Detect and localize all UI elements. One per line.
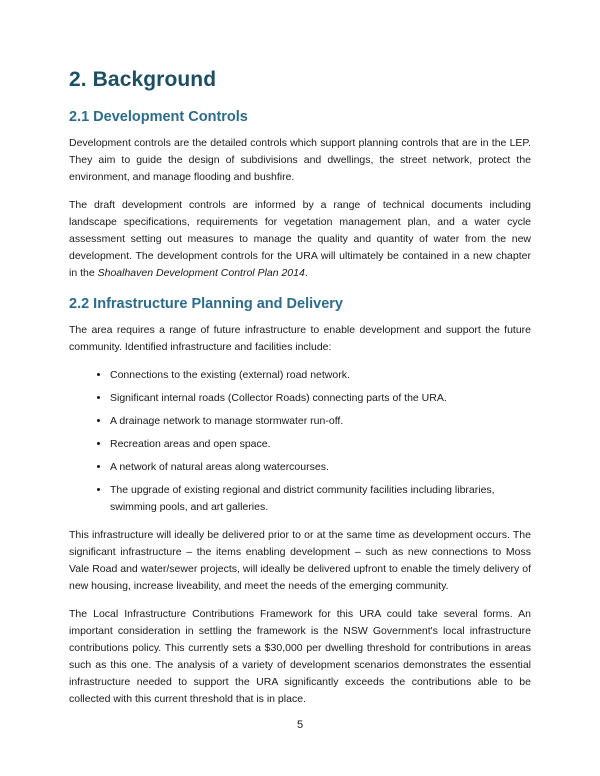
paragraph-infrastructure-delivery: This infrastructure will ideally be delivered prior to or at the same time as development occurs. The significant infrastructure – the items enabling development – such as new connections to Moss Vale Road and water/sewer projects, will ideally be delivered upfront to enable the timely delivery of new housing, increase liveability, and meet the needs of the emerging community. — [69, 529, 531, 592]
page-content — [69, 66, 531, 719]
page-number: 5 — [296, 719, 304, 731]
chapter-title: 2. Background — [69, 68, 217, 91]
paragraph-contributions-framework: The Local Infrastructure Contributions Framework for this URA could take several forms. An important consideration in settling the framework is the NSW Government's local infrastructure contributions policy. This currently sets a $30,000 per dwelling threshold for contributions in areas such as this one. The analysis of a variety of development scenarios demonstrates the essential infrastructure needed to support the URA significantly exceeds the contributions able to be collected with this current threshold that is in place. — [69, 608, 531, 705]
list-item: • Connections to the existing (external) road network. — [110, 367, 531, 384]
list-item: • A drainage network to manage stormwater run-off. — [110, 413, 531, 430]
list-item: • Recreation areas and open space. — [110, 436, 531, 453]
paragraph-development-controls-1: Development controls are the detailed controls which support planning controls that are in the LEP. They aim to guide the design of subdivisions and dwellings, the street network, protect the environment, and manage flooding and bushfire. — [69, 137, 531, 183]
paragraph-text: . — [304, 267, 308, 279]
list-item: • The upgrade of existing regional and district community facilities including libraries, swimming pools, and art galleries. — [110, 482, 531, 516]
list-item: • Significant internal roads (Collector Roads) connecting parts of the URA. — [110, 390, 531, 407]
italic-plan-title: Shoalhaven Development Control Plan 2014 — [97, 267, 305, 279]
section-heading-development-controls: 2.1 Development Controls — [69, 109, 248, 125]
section-heading-infrastructure-planning: 2.2 Infrastructure Planning and Delivery — [69, 296, 343, 312]
list-item: • A network of natural areas along watercourses. — [110, 459, 531, 476]
infrastructure-bullet-list — [69, 367, 531, 516]
paragraph-text: The draft development controls are informed by a range of technical documents including landscape specifications, requirements for vegetation management plan, and a water cycle assessment setting out measures to manage the quality and quantity of water from the new development. The development controls for the URA will ultimately be contained in a new chapter in the — [69, 199, 531, 279]
paragraph-development-controls-2 — [69, 197, 531, 282]
paragraph-infrastructure-intro: The area requires a range of future infrastructure to enable development and support the future community. Identified infrastructure and facilities include: — [69, 324, 531, 353]
